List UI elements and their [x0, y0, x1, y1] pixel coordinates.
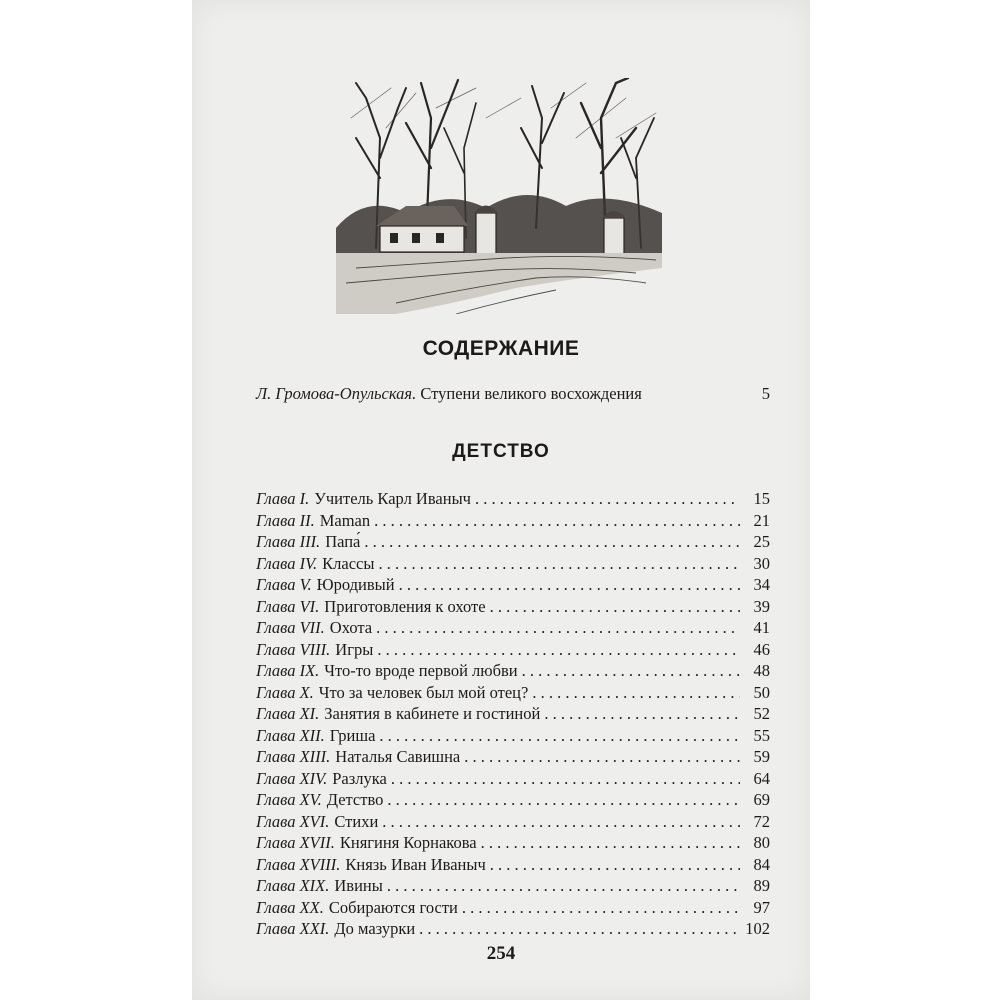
- chapter-title: Maman: [319, 510, 371, 530]
- dot-leader: [377, 640, 740, 660]
- dot-leader: [364, 532, 740, 552]
- chapter-label: Глава XIX.: [256, 876, 330, 895]
- toc-entry[interactable]: [256, 532, 770, 554]
- toc-entry[interactable]: [256, 833, 770, 855]
- chapter-title: Собираются гости: [328, 897, 458, 917]
- toc-entry[interactable]: [256, 640, 770, 662]
- chapter-page-number: 80: [753, 833, 770, 852]
- dot-leader: [481, 833, 740, 853]
- chapter-label: Глава IX.: [256, 661, 320, 680]
- chapter-title: Детство: [326, 790, 384, 809]
- chapter-page-number: 52: [753, 704, 770, 723]
- chapter-label: Глава X.: [256, 682, 314, 702]
- toc-entry[interactable]: [256, 747, 770, 769]
- section-title: ДЕТСТВО: [452, 441, 550, 462]
- chapter-page-number: 25: [753, 532, 770, 551]
- chapter-page-number: 64: [753, 768, 770, 788]
- chapter-title: Юродивый: [316, 575, 395, 594]
- chapter-title: Что за человек был мой отец?: [318, 682, 529, 702]
- dot-leader: [379, 726, 740, 746]
- toc-entry[interactable]: [256, 597, 770, 619]
- toc-entry[interactable]: [256, 511, 770, 533]
- toc-entry[interactable]: [256, 575, 770, 597]
- chapter-label: Глава XI.: [256, 704, 320, 723]
- chapter-title: Папа́: [325, 532, 361, 551]
- dot-leader: [462, 898, 740, 918]
- chapter-title: Занятия в кабинете и гостиной: [324, 704, 541, 723]
- dot-leader: [391, 769, 740, 789]
- chapter-label: Глава XVIII.: [256, 854, 341, 874]
- chapter-page-number: 21: [753, 510, 770, 530]
- chapter-title: Классы: [322, 553, 375, 573]
- intro-author: Л. Громова-Опульская.: [256, 384, 417, 403]
- chapter-page-number: 89: [753, 876, 770, 895]
- toc-entry[interactable]: [256, 919, 770, 941]
- chapter-title: Наталья Савишна: [335, 747, 461, 766]
- chapter-page-number: 41: [753, 618, 770, 637]
- intro-entry[interactable]: [256, 384, 770, 404]
- chapter-page-number: 50: [753, 682, 770, 702]
- chapter-label: Глава XVI.: [256, 811, 330, 831]
- chapter-page-number: 97: [753, 897, 770, 917]
- chapter-page-number: 15: [753, 489, 770, 508]
- chapter-title: Княгиня Корнакова: [339, 833, 477, 852]
- dot-leader: [464, 747, 740, 767]
- chapter-title: Князь Иван Иваныч: [345, 854, 486, 874]
- toc-entry[interactable]: [256, 855, 770, 877]
- page-number: 254: [486, 943, 516, 964]
- chapter-page-number: 55: [753, 725, 770, 745]
- chapter-label: Глава XVII.: [256, 833, 335, 852]
- dot-leader: [376, 618, 740, 638]
- chapter-label: Глава XIV.: [256, 768, 328, 788]
- chapter-label: Глава IV.: [256, 553, 318, 573]
- chapter-title: Охота: [329, 618, 373, 637]
- chapter-label: Глава XV.: [256, 790, 322, 809]
- chapter-label: Глава VI.: [256, 596, 320, 616]
- chapter-page-number: 72: [753, 811, 770, 831]
- chapter-title: Учитель Карл Иваныч: [314, 489, 471, 508]
- toc-entry[interactable]: [256, 683, 770, 705]
- dot-leader: [378, 554, 740, 574]
- chapter-title: Приготовления к охоте: [324, 596, 486, 616]
- chapter-page-number: 30: [753, 553, 770, 573]
- chapter-page-number: 102: [745, 919, 770, 938]
- chapter-page-number: 34: [753, 575, 770, 594]
- chapter-label: Глава XX.: [256, 897, 324, 917]
- dot-leader: [490, 597, 740, 617]
- chapter-page-number: 84: [753, 854, 770, 874]
- chapter-label: Глава VII.: [256, 618, 325, 637]
- dot-leader: [399, 575, 740, 595]
- toc-entry[interactable]: [256, 790, 770, 812]
- chapter-label: Глава III.: [256, 532, 321, 551]
- chapter-title: Ивины: [334, 876, 383, 895]
- dot-leader: [387, 876, 740, 896]
- dot-leader: [382, 812, 740, 832]
- chapter-title: Игры: [335, 639, 374, 659]
- toc-entry[interactable]: [256, 876, 770, 898]
- toc-entry[interactable]: [256, 769, 770, 791]
- estate-engraving-illustration: [336, 78, 662, 314]
- intro-title: Ступени великого восхождения: [420, 384, 642, 403]
- chapter-list: [256, 489, 770, 941]
- chapter-page-number: 59: [753, 747, 770, 766]
- dot-leader: [532, 683, 740, 703]
- chapter-label: Глава II.: [256, 510, 315, 530]
- chapter-page-number: 39: [753, 596, 770, 616]
- dot-leader: [475, 489, 740, 509]
- chapter-title: Стихи: [334, 811, 379, 831]
- dot-leader: [374, 511, 740, 531]
- toc-entry[interactable]: [256, 489, 770, 511]
- dot-leader: [490, 855, 740, 875]
- chapter-page-number: 69: [753, 790, 770, 809]
- chapter-title: Что-то вроде первой любви: [324, 661, 518, 680]
- toc-entry[interactable]: [256, 898, 770, 920]
- toc-entry[interactable]: [256, 812, 770, 834]
- chapter-title: Разлука: [332, 768, 387, 788]
- chapter-label: Глава V.: [256, 575, 312, 594]
- toc-entry[interactable]: [256, 554, 770, 576]
- chapter-label: Глава VIII.: [256, 639, 331, 659]
- toc-entry[interactable]: [256, 726, 770, 748]
- dot-leader: [522, 661, 740, 681]
- intro-page-number: 5: [761, 384, 770, 403]
- toc-entry[interactable]: [256, 661, 770, 683]
- dot-leader: [544, 704, 740, 724]
- toc-entry[interactable]: [256, 618, 770, 640]
- contents-heading: СОДЕРЖАНИЕ: [422, 337, 580, 360]
- dot-leader: [387, 790, 740, 810]
- chapter-label: Глава XII.: [256, 725, 325, 745]
- chapter-label: Глава I.: [256, 489, 310, 508]
- dot-leader: [419, 919, 740, 939]
- chapter-page-number: 46: [753, 639, 770, 659]
- chapter-label: Глава XIII.: [256, 747, 331, 766]
- chapter-title: До мазурки: [334, 919, 416, 938]
- toc-entry[interactable]: [256, 704, 770, 726]
- chapter-page-number: 48: [753, 661, 770, 680]
- chapter-label: Глава XXI.: [256, 919, 330, 938]
- chapter-title: Гриша: [329, 725, 376, 745]
